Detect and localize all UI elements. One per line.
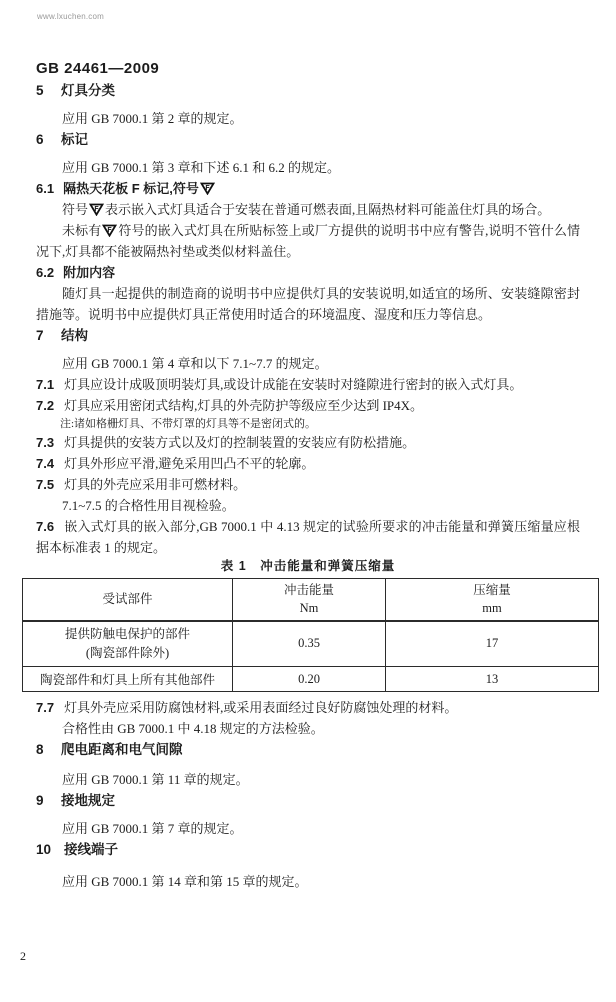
text-run: 未标有 (62, 223, 102, 238)
clause-7-3 (36, 432, 580, 453)
text-run: 表示嵌入式灯具适合于安装在普通可燃表面,且隔热材料可能盖住灯具的场合。 (105, 202, 551, 217)
f-mark-icon (200, 182, 215, 195)
text-run: 符号 (62, 202, 89, 217)
chapter-number: 5 (36, 83, 44, 98)
chapter-6-heading (36, 129, 580, 151)
clause-text: 嵌入式灯具的嵌入部分,GB 7000.1 中 4.13 规定的试验所要求的冲击能量和弹簧压缩量应根据本标准表 1 的规定。 (36, 519, 580, 555)
chapter-8-body: 应用 GB 7000.1 第 11 章的规定。 (62, 772, 249, 787)
chapter-6-body: 应用 GB 7000.1 第 3 章和下述 6.1 和 6.2 的规定。 (62, 160, 341, 175)
chapter-title: 接线端子 (64, 842, 119, 857)
text-run: 符号的嵌入式灯具在所贴标签上或厂方提供的说明书中应有警告,说明不管什么情况下,灯具都不能被隔热衬垫或类似材料盖住。 (36, 223, 580, 259)
chapter-title: 爬电距离和电气间隙 (61, 742, 183, 757)
cell-text: (陶瓷部件除外) (85, 645, 170, 660)
clause-7-7 (36, 697, 580, 718)
clause-number: 7.1 (36, 377, 55, 392)
clause-7-4 (36, 453, 580, 474)
cell-part: 陶瓷部件和灯具上所有其他部件 (23, 667, 233, 692)
svg-text:F: F (94, 206, 99, 214)
chapter-number: 7 (36, 328, 44, 343)
standard-code: GB 24461—2009 (36, 60, 160, 77)
cell-compression: 17 (386, 621, 599, 667)
chapter-9-body: 应用 GB 7000.1 第 7 章的规定。 (62, 821, 243, 836)
table-1-impact-energy (22, 578, 599, 692)
clause-text: 灯具外壳应采用防腐蚀材料,或采用表面经过良好防腐蚀处理的材料。 (64, 700, 458, 715)
chapter-7-body: 应用 GB 7000.1 第 4 章和以下 7.1~7.7 的规定。 (62, 356, 328, 371)
subclause-number: 6.1 (36, 181, 55, 196)
clause-text: 灯具应采用密闭式结构,灯具的外壳防护等级应至少达到 IP4X。 (64, 398, 424, 413)
clause-text: 灯具应设计成吸顶明装灯具,或设计成能在安装时对缝隙进行密封的嵌入式灯具。 (64, 377, 523, 392)
f-mark-icon (102, 224, 117, 237)
chapter-9-heading (36, 790, 580, 812)
clause-text: 灯具外形应平滑,避免采用凹凸不平的轮廓。 (64, 456, 315, 471)
header-unit: Nm (299, 601, 319, 616)
subclause-6-1-para-2 (36, 220, 580, 262)
clause-number: 7.3 (36, 435, 55, 450)
chapter-title: 接地规定 (61, 793, 115, 808)
svg-text:F: F (205, 185, 210, 193)
chapter-number: 9 (36, 793, 44, 808)
page-number: 2 (20, 949, 26, 963)
chapter-title: 结构 (61, 328, 88, 343)
header-cell-compression (386, 579, 599, 621)
chapter-title: 灯具分类 (61, 83, 115, 98)
svg-text:F: F (107, 227, 112, 235)
cell-text: 提供防触电保护的部件 (64, 626, 190, 641)
chapter-number: 8 (36, 742, 44, 757)
table-1-caption: 表 1 冲击能量和弹簧压缩量 (220, 559, 396, 573)
subclause-6-1-heading (36, 178, 580, 199)
f-mark-icon (89, 203, 104, 216)
subclause-number: 6.2 (36, 265, 55, 280)
chapter-10-body: 应用 GB 7000.1 第 14 章和第 15 章的规定。 (62, 874, 308, 889)
chapter-5-body: 应用 GB 7000.1 第 2 章的规定。 (62, 111, 243, 126)
clause-text: 灯具的外壳应采用非可燃材料。 (64, 477, 247, 492)
cell-energy: 0.20 (233, 667, 386, 692)
chapter-10-heading (36, 839, 580, 861)
clause-7-6 (36, 516, 580, 558)
subclause-title: 隔热天花板 F 标记,符号 (63, 181, 199, 196)
subclause-6-2-heading (36, 262, 580, 283)
clause-7-5-conformity: 7.1~7.5 的合格性用目视检验。 (62, 498, 235, 513)
cell-compression: 13 (386, 667, 599, 692)
chapter-title: 标记 (61, 132, 88, 147)
header-label: 压缩量 (473, 583, 511, 598)
header-cell-energy (233, 579, 386, 621)
clause-7-7-conformity: 合格性由 GB 7000.1 中 4.18 规定的方法检验。 (62, 721, 324, 736)
clause-7-2-note: 注:诸如格栅灯具、不带灯罩的灯具等不是密闭式的。 (60, 418, 317, 430)
site-watermark: www.lxuchen.com (37, 12, 105, 21)
table-header-row (23, 579, 599, 621)
clause-number: 7.5 (36, 477, 55, 492)
clause-7-2 (36, 395, 580, 416)
chapter-7-heading (36, 325, 580, 347)
subclause-6-1-para-1 (36, 199, 580, 220)
clause-7-1 (36, 374, 580, 395)
clause-number: 7.7 (36, 700, 55, 715)
table-row (23, 667, 599, 692)
table-row (23, 621, 599, 667)
clause-text: 灯具提供的安装方式以及灯的控制装置的安装应有防松措施。 (64, 435, 416, 450)
header-label: 冲击能量 (283, 583, 334, 598)
chapter-number: 6 (36, 132, 44, 147)
chapter-8-heading (36, 739, 580, 761)
header-unit: mm (482, 601, 502, 616)
subclause-6-2-body: 随灯具一起提供的制造商的说明书中应提供灯具的安装说明,如适宜的场所、安装缝隙密封措施等。说明书中应提供灯具正常使用时适合的环境温度、湿度和压力等信息。 (36, 286, 580, 322)
header-cell-part: 受试部件 (23, 579, 233, 621)
clause-7-5 (36, 474, 580, 495)
cell-energy: 0.35 (233, 621, 386, 667)
cell-part (23, 621, 233, 667)
clause-number: 7.4 (36, 456, 55, 471)
chapter-number: 10 (36, 842, 52, 857)
clause-number: 7.6 (36, 519, 55, 534)
clause-number: 7.2 (36, 398, 55, 413)
chapter-5-heading (36, 80, 580, 102)
subclause-title: 附加内容 (63, 265, 116, 280)
